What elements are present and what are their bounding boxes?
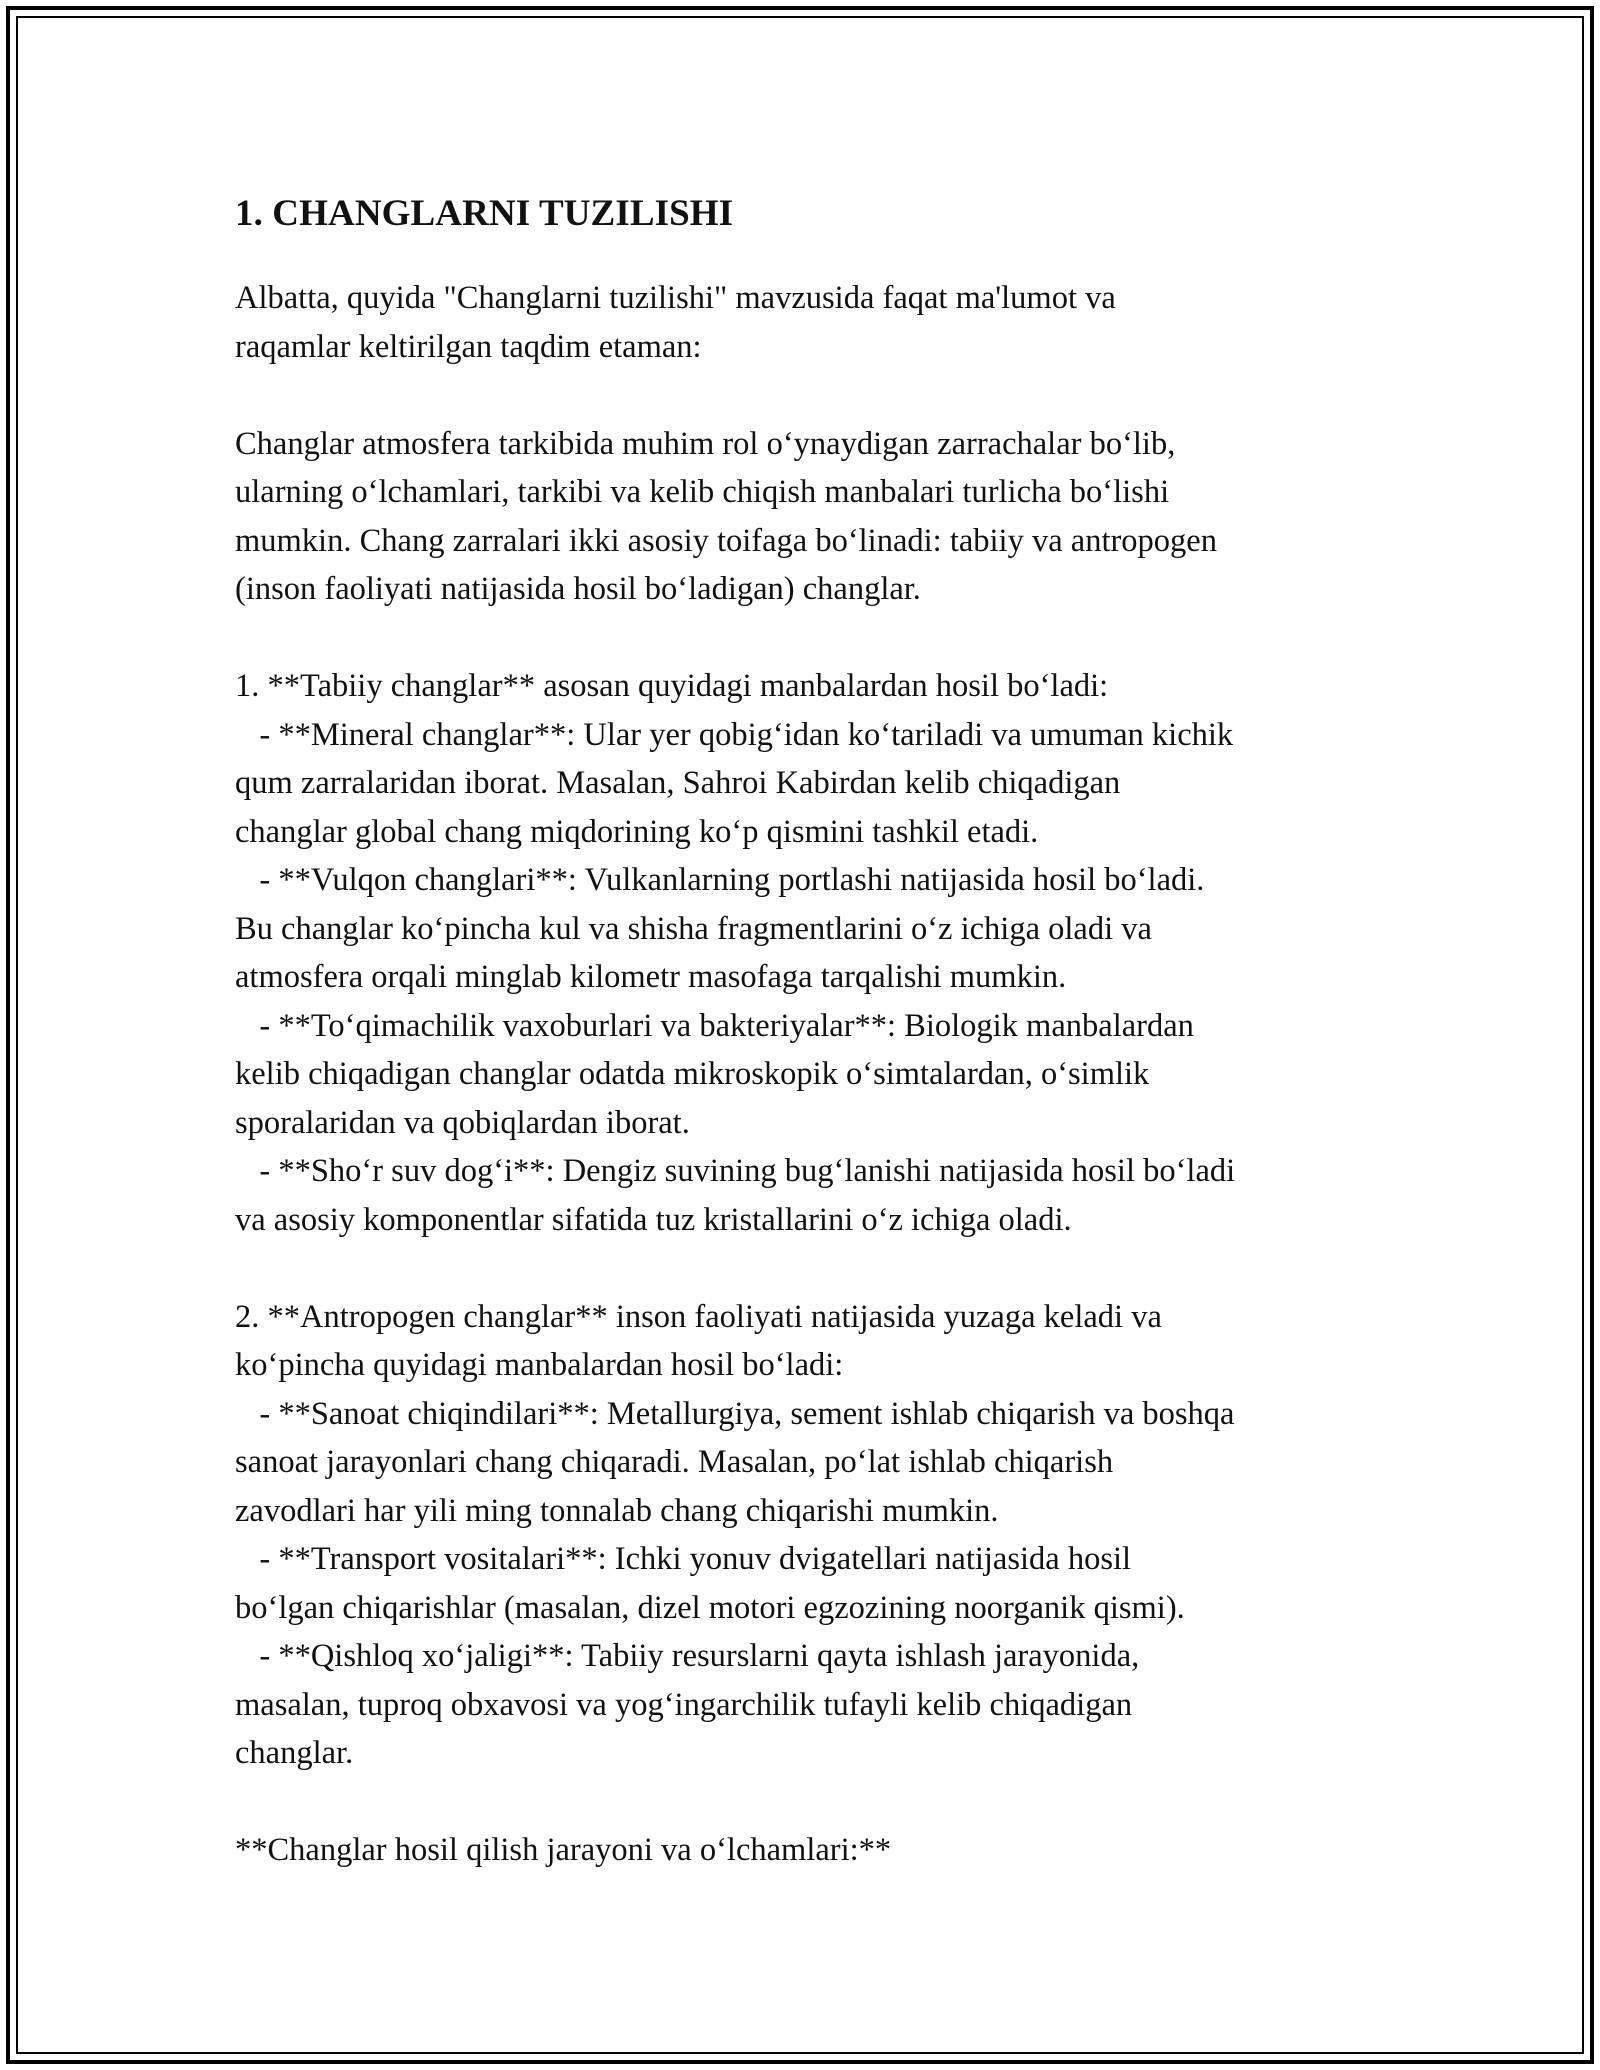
text-line: - **Transport vositalari**: Ichki yonuv dvigatellari natijasida hosil bbox=[235, 1541, 1132, 1577]
text-line: - **Sho‘r suv dog‘i**: Dengiz suvining bug‘lanishi natijasida hosil bo‘ladi bbox=[235, 1153, 1236, 1189]
text-line: - **Mineral changlar**: Ular yer qobig‘idan ko‘tariladi va umuman kichik bbox=[235, 716, 1234, 753]
text-line: atmosfera orqali minglab kilometr masofaga tarqalishi mumkin. bbox=[235, 959, 1067, 995]
text-line: qum zarralaridan iborat. Masalan, Sahroi Kabirdan kelib chiqadigan bbox=[235, 765, 1121, 801]
text-line: raqamlar keltirilgan taqdim etaman: bbox=[235, 328, 702, 365]
text-line: va asosiy komponentlar sifatida tuz kristallarini o‘z ichiga oladi. bbox=[235, 1201, 1072, 1238]
blank-line bbox=[235, 1778, 1375, 1827]
text-line: sporalaridan va qobiqlardan iborat. bbox=[235, 1104, 690, 1141]
text-line: Albatta, quyida "Changlarni tuzilishi" mavzusida faqat ma'lumot va bbox=[235, 280, 1116, 316]
document-text bbox=[235, 274, 1375, 1875]
text-line: - **Qishloq xo‘jaligi**: Tabiiy resurslarni qayta ishlash jarayonida, bbox=[235, 1638, 1140, 1674]
text-line: - **Sanoat chiqindilari**: Metallurgiya, sement ishlab chiqarish va boshqa bbox=[235, 1395, 1235, 1432]
document-title: 1. CHANGLARNI TUZILISHI bbox=[235, 193, 734, 234]
text-line: bo‘lgan chiqarishlar (masalan, dizel motori egzozining noorganik qismi). bbox=[235, 1589, 1185, 1626]
blank-line bbox=[235, 371, 1375, 420]
text-line: masalan, tuproq obxavosi va yog‘ingarchilik tufayli kelib chiqadigan bbox=[235, 1686, 1133, 1723]
text-line: - **Vulqon changlari**: Vulkanlarning portlashi natijasida hosil bo‘ladi. bbox=[235, 862, 1205, 898]
text-line: 1. **Tabiiy changlar** asosan quyidagi manbalardan hosil bo‘ladi: bbox=[235, 668, 1109, 704]
text-line: kelib chiqadigan changlar odatda mikroskopik o‘simtalardan, o‘simlik bbox=[235, 1056, 1150, 1092]
text-line: ularning o‘lchamlari, tarkibi va kelib chiqish manbalari turlicha bo‘lishi bbox=[235, 474, 1170, 510]
text-line: Changlar atmosfera tarkibida muhim rol o‘ynaydigan zarrachalar bo‘lib, bbox=[235, 425, 1176, 462]
text-line: **Changlar hosil qilish jarayoni va o‘lchamlari:** bbox=[235, 1832, 892, 1868]
text-line: Bu changlar ko‘pincha kul va shisha fragmentlarini o‘z ichiga oladi va bbox=[235, 910, 1152, 947]
text-line: (inson faoliyati natijasida hosil bo‘ladigan) changlar. bbox=[235, 571, 921, 607]
text-line: changlar global chang miqdorining ko‘p qismini tashkil etadi. bbox=[235, 813, 1039, 850]
text-line: mumkin. Chang zarralari ikki asosiy toifaga bo‘linadi: tabiiy va antropogen bbox=[235, 522, 1217, 559]
text-line: 2. **Antropogen changlar** inson faoliyati natijasida yuzaga keladi va bbox=[235, 1298, 1162, 1335]
text-line: ko‘pincha quyidagi manbalardan hosil bo‘ladi: bbox=[235, 1347, 844, 1383]
text-line: - **To‘qimachilik vaxoburlari va bakteriyalar**: Biologik manbalardan bbox=[235, 1007, 1194, 1044]
blank-line bbox=[235, 614, 1375, 663]
text-line: zavodlari har yili ming tonnalab chang chiqarishi mumkin. bbox=[235, 1492, 999, 1529]
text-line: changlar. bbox=[235, 1735, 354, 1771]
document-body bbox=[235, 186, 1375, 1875]
blank-line bbox=[235, 1244, 1375, 1293]
text-line: sanoat jarayonlari chang chiqaradi. Masalan, po‘lat ishlab chiqarish bbox=[235, 1444, 1114, 1480]
